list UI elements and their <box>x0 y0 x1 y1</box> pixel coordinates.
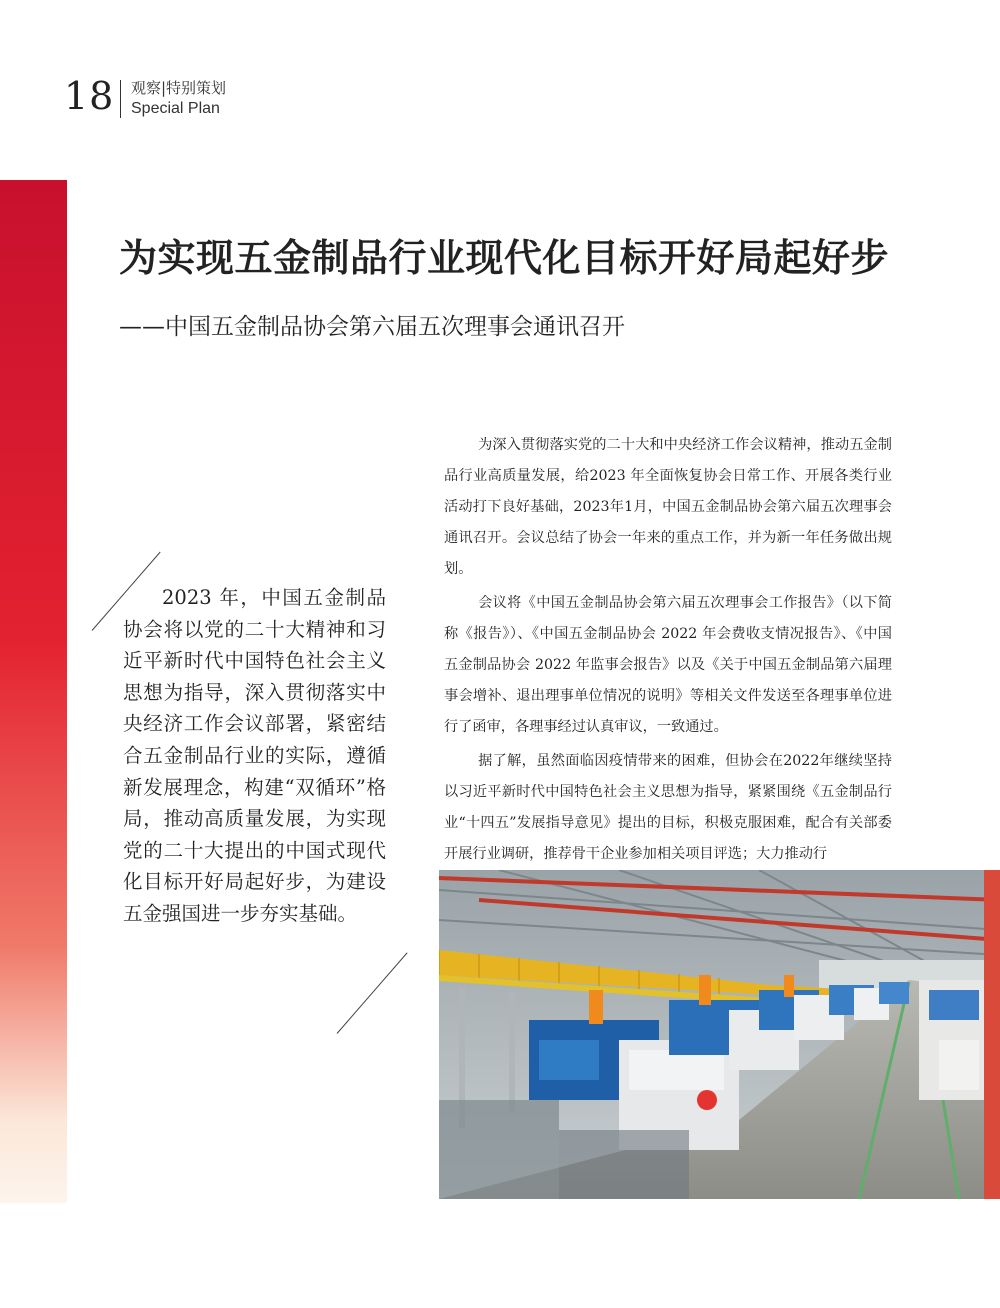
section-label: 观察|特别策划 <box>131 79 227 97</box>
side-color-bar <box>0 180 67 1203</box>
article-title: 为实现五金制品行业现代化目标开好局起好步 <box>119 236 890 280</box>
body-paragraph: 为深入贯彻落实党的二十大和中央经济工作会议精神，推动五金制品行业高质量发展，给2023 年全面恢复协会日常工作、开展各类行业活动打下良好基础，2023年1月，中国五金制品协会第六届五次理事会通讯召开。会议总结了协会一年来的重点工作，并为新一年任务做出规划。 <box>444 437 892 577</box>
page-number: 18 <box>64 74 115 118</box>
body-paragraph: 据了解，虽然面临因疫情带来的困难，但协会在2022年继续坚持以习近平新时代中国特色社会主义思想为指导，紧紧围绕《五金制品行业“十四五”发展指导意见》提出的目标，积极克服困难，配合有关部委开展行业调研，推荐骨干企业参加相关项目评选；大力推动行 <box>444 753 892 862</box>
body-paragraph: 会议将《中国五金制品协会第六届五次理事会工作报告》（以下简称《报告》）、《中国五金制品协会 2022 年会费收支情况报告》、《中国五金制品协会 2022 年监事会报告》以及《关于中国五金制品第六届理事会增补、退出理事单位情况的说明》等相关文件发送至各理事单位进行了函审，各理事经过认真审议，一致通过。 <box>444 595 892 735</box>
section-label-en: Special Plan <box>131 100 220 117</box>
quote-slash-bottom <box>337 952 408 1033</box>
pull-quote: 2023 年，中国五金制品协会将以党的二十大精神和习近平新时代中国特色社会主义思想为指导，深入贯彻落实中央经济工作会议部署，紧密结合五金制品行业的实际，遵循新发展理念，构建“双循环”格局，推动高质量发展，为实现党的二十大提出的中国式现代化目标开好局起好步，为建设五金强国进一步夯实基础。 <box>123 586 386 925</box>
article-subtitle: ——中国五金制品协会第六届五次理事会通讯召开 <box>119 314 625 340</box>
header-divider <box>120 80 121 118</box>
article-body <box>444 430 892 873</box>
factory-photo <box>439 870 1000 1199</box>
